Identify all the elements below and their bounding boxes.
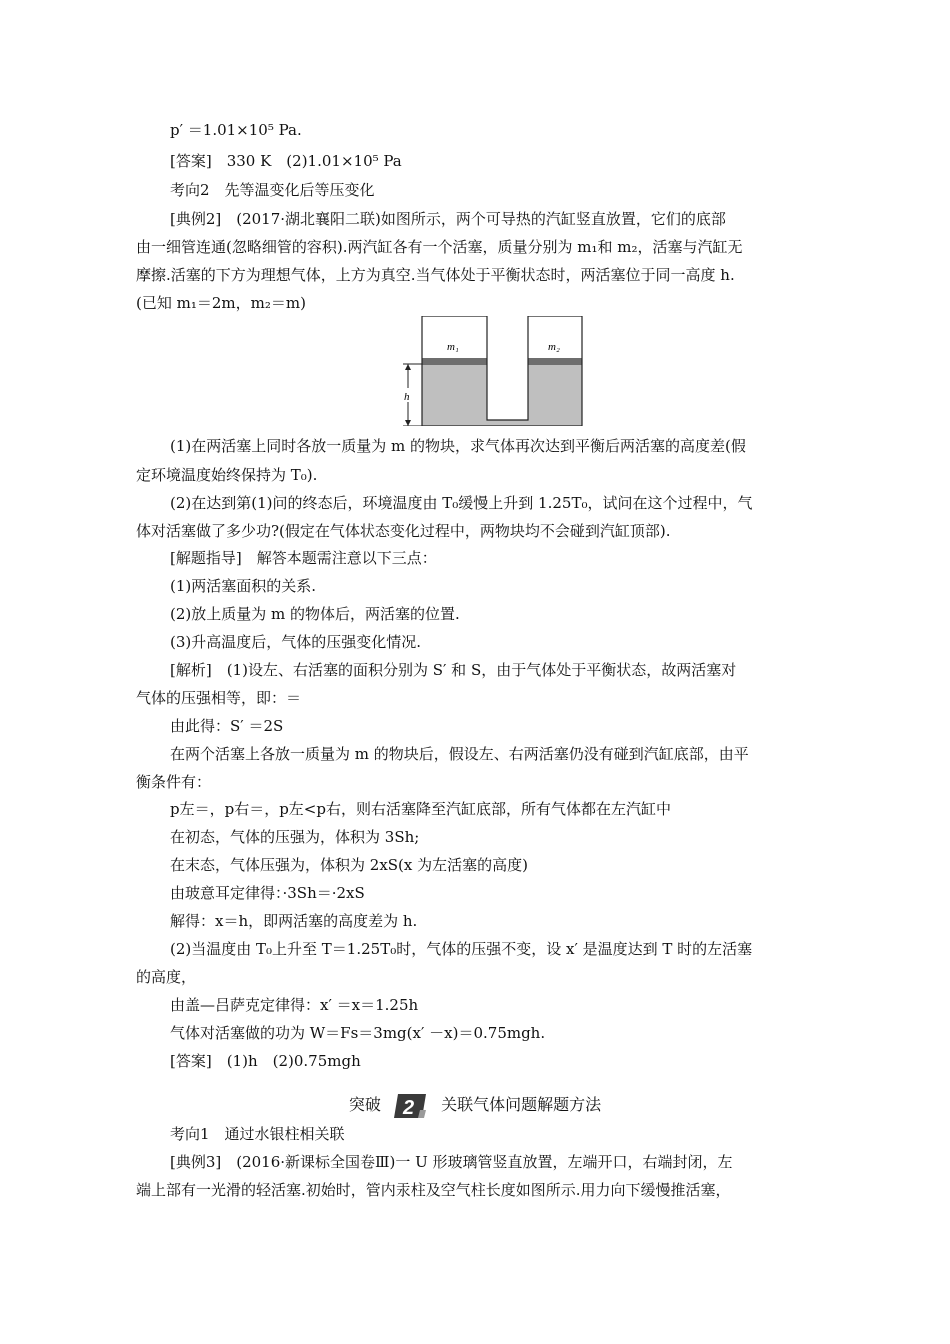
text-line: (1)在两活塞上同时各放一质量为 m 的物块，求气体再次达到平衡后两活塞的高度差(假 — [170, 437, 746, 455]
piston-right — [528, 358, 582, 365]
height-label: h — [404, 391, 410, 403]
text-line: 体对活塞做了多少功?(假定在气体状态变化过程中，两物块均不会碰到汽缸顶部). — [136, 522, 671, 540]
text-line: (已知 m₁＝2m，m₂＝m) — [136, 294, 306, 312]
text-line: p左＝，p右＝，p左<p右，则右活塞降至汽缸底部，所有气体都在左汽缸中 — [170, 800, 671, 818]
section-number: 2 — [403, 1096, 415, 1119]
text-line: (2)放上质量为 m 的物体后，两活塞的位置. — [170, 605, 460, 623]
text-line: [典例3] (2016·新课标全国卷Ⅲ)一 U 形玻璃管竖直放置，左端开口，右端封闭，左 — [170, 1153, 733, 1171]
text-line: 端上部有一光滑的轻活塞.初始时，管内汞柱及空气柱长度如图所示.用力向下缓慢推活塞， — [136, 1181, 731, 1199]
piston-left — [422, 358, 487, 365]
section-number-badge — [394, 1094, 428, 1118]
text-line: (2)当温度由 T₀上升至 T＝1.25T₀时，气体的压强不变，设 x′ 是温度达到 T 时的左活塞 — [170, 940, 753, 958]
text-line: 衡条件有： — [136, 773, 212, 791]
text-line: 由玻意耳定律得：·3Sh＝·2xS — [170, 884, 365, 902]
text-line: [解析] (1)设左、右活塞的面积分别为 S′ 和 S，由于气体处于平衡状态，故两活塞对 — [170, 661, 737, 679]
section-title: 关联气体问题解题方法 — [441, 1095, 602, 1114]
text-line: 在初态，气体的压强为，体积为 3Sh; — [170, 828, 420, 846]
answer-line: [答案] 330 K (2)1.01×10⁵ Pa — [170, 152, 402, 170]
subsection-heading: 考向2 先等温变化后等压变化 — [170, 181, 375, 199]
cylinder-figure — [392, 316, 592, 426]
text-line: 气体对活塞做的功为 W＝Fs＝3mg(x′ －x)＝0.75mgh. — [170, 1024, 546, 1042]
text-line: (1)两活塞面积的关系. — [170, 577, 317, 595]
mass-label-right: m₂ — [548, 341, 560, 353]
text-line: 在末态，气体压强为，体积为 2xS(x 为左活塞的高度) — [170, 856, 528, 874]
section-heading — [0, 1093, 950, 1118]
text-line: (2)在达到第(1)问的终态后，环境温度由 T₀缓慢上升到 1.25T₀，试问在这个过程中，气 — [170, 494, 753, 512]
text-line: 由一细管连通(忽略细管的容积).两汽缸各有一个活塞，质量分别为 m₁和 m₂，活塞与汽缸无 — [136, 238, 743, 256]
text-line: 由盖—吕萨克定律得：x′ ＝x＝1.25h — [170, 996, 419, 1014]
section-prefix: 突破 — [348, 1095, 381, 1114]
twin-cylinder-diagram — [392, 316, 592, 426]
text-line: 解得：x＝h，即两活塞的高度差为 h. — [170, 912, 418, 930]
answer-line: [答案] (1)h (2)0.75mgh — [170, 1052, 361, 1070]
text-line: 摩擦.活塞的下方为理想气体，上方为真空.当气体处于平衡状态时，两活塞位于同一高度 h. — [136, 266, 735, 284]
text-line: p′ ＝1.01×10⁵ Pa. — [170, 121, 302, 139]
text-line: 的高度， — [136, 968, 197, 986]
text-line: 定环境温度始终保持为 T₀). — [136, 466, 318, 484]
text-line: [解题指导] 解答本题需注意以下三点： — [170, 549, 437, 567]
text-line: 由此得：S′ ＝2S — [170, 717, 284, 735]
text-line: [典例2] (2017·湖北襄阳二联)如图所示，两个可导热的汽缸竖直放置，它们的底部 — [170, 210, 726, 228]
mass-label-left: m₁ — [447, 341, 459, 353]
subsection-heading: 考向1 通过水银柱相关联 — [170, 1125, 345, 1143]
text-line: 气体的压强相等，即：＝ — [136, 689, 302, 707]
text-line: (3)升高温度后，气体的压强变化情况. — [170, 633, 422, 651]
text-line: 在两个活塞上各放一质量为 m 的物块后，假设左、右两活塞仍没有碰到汽缸底部，由平 — [170, 745, 749, 763]
